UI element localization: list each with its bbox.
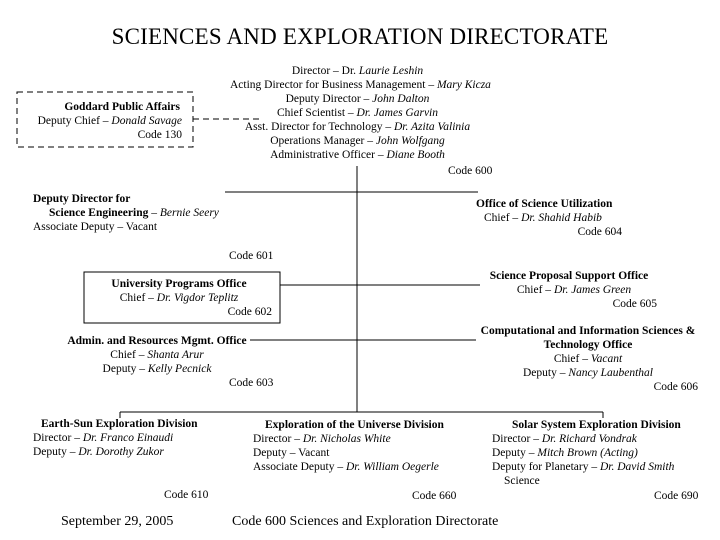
director-office-code: Code 600: [448, 165, 493, 177]
solar-planetary-line: Deputy for Planetary – Dr. David Smith: [492, 461, 675, 473]
dse-title-line2: Science Engineering – Bernie Seery: [49, 207, 219, 219]
code-601-label: Code 601: [229, 250, 274, 262]
business-mgmt-line: Acting Director for Business Management – Mary Kicza: [230, 79, 491, 91]
director-line: Director – Dr. Laurie Leshin: [291, 65, 424, 77]
earth-sun-name: Earth-Sun Exploration Division: [41, 418, 198, 430]
page-title: SCIENCES AND EXPLORATION DIRECTORATE: [111, 24, 609, 49]
osu-name: Office of Science Utilization: [476, 198, 613, 210]
cist-chief-line: Chief – Vacant: [553, 353, 623, 365]
arm-code: Code 603: [229, 377, 274, 389]
goddard-deputy-line: Deputy Chief – Donald Savage: [37, 115, 182, 127]
cist-name-line2: Technology Office: [543, 339, 633, 351]
solar-system-division-block: [492, 418, 681, 488]
footer-date: September 29, 2005: [61, 514, 174, 529]
universe-code: Code 660: [412, 490, 457, 502]
office-science-utilization-block: [476, 197, 622, 239]
director-office-block: [230, 64, 491, 162]
solar-planetary-suffix: Science: [504, 475, 540, 487]
goddard-code: Code 130: [137, 129, 182, 141]
computational-info-block: [474, 324, 702, 394]
dse-title-line1: Deputy Director for: [33, 193, 131, 205]
arm-name: Admin. and Resources Mgmt. Office: [67, 335, 247, 347]
cist-code: Code 606: [653, 381, 698, 393]
deputy-science-engineering-block: [33, 192, 219, 234]
university-programs-block: [86, 277, 272, 319]
earth-sun-director-line: Director – Dr. Franco Einaudi: [33, 432, 174, 444]
earth-sun-code: Code 610: [164, 489, 209, 501]
spso-chief-line: Chief – Dr. James Green: [516, 284, 632, 296]
universe-assoc-line: Associate Deputy – Dr. William Oegerle: [253, 461, 439, 473]
admin-officer-line: Administrative Officer – Diane Booth: [270, 149, 445, 161]
upo-chief-line: Chief – Dr. Vigdor Teplitz: [119, 292, 239, 304]
osu-chief-line: Chief – Dr. Shahid Habib: [484, 212, 602, 224]
goddard-public-affairs-block: [20, 100, 182, 142]
upo-name: University Programs Office: [111, 278, 247, 290]
spso-name: Science Proposal Support Office: [489, 270, 649, 282]
earth-sun-division-block: [33, 417, 198, 459]
spso-code: Code 605: [612, 298, 657, 310]
goddard-name: Goddard Public Affairs: [64, 101, 180, 113]
admin-resources-block: [62, 334, 252, 376]
deputy-director-line: Deputy Director – John Dalton: [285, 93, 430, 105]
universe-deputy-line: Deputy – Vacant: [253, 447, 330, 459]
cist-deputy-line: Deputy – Nancy Laubenthal: [522, 367, 653, 379]
osu-code: Code 604: [577, 226, 622, 238]
solar-deputy-line: Deputy – Mitch Brown (Acting): [492, 447, 638, 459]
footer-caption: Code 600 Sciences and Exploration Directorate: [232, 514, 499, 529]
science-proposal-support-block: [481, 269, 657, 311]
universe-director-line: Director – Dr. Nicholas White: [253, 433, 391, 445]
asst-director-tech-line: Asst. Director for Technology – Dr. Azita Valinia: [244, 121, 471, 133]
operations-manager-line: Operations Manager – John Wolfgang: [270, 135, 445, 147]
solar-name: Solar System Exploration Division: [512, 419, 681, 431]
earth-sun-deputy-line: Deputy – Dr. Dorothy Zukor: [33, 446, 164, 458]
upo-code: Code 602: [227, 306, 272, 318]
universe-division-block: [253, 418, 444, 474]
dse-associate-line: Associate Deputy – Vacant: [33, 221, 158, 233]
chief-scientist-line: Chief Scientist – Dr. James Garvin: [277, 107, 438, 119]
cist-name-line1: Computational and Information Sciences &: [480, 325, 696, 337]
solar-code: Code 690: [654, 490, 699, 502]
arm-chief-line: Chief – Shanta Arur: [110, 349, 204, 361]
arm-deputy-line: Deputy – Kelly Pecnick: [102, 363, 212, 375]
solar-director-line: Director – Dr. Richard Vondrak: [492, 433, 637, 445]
universe-name: Exploration of the Universe Division: [265, 419, 444, 431]
